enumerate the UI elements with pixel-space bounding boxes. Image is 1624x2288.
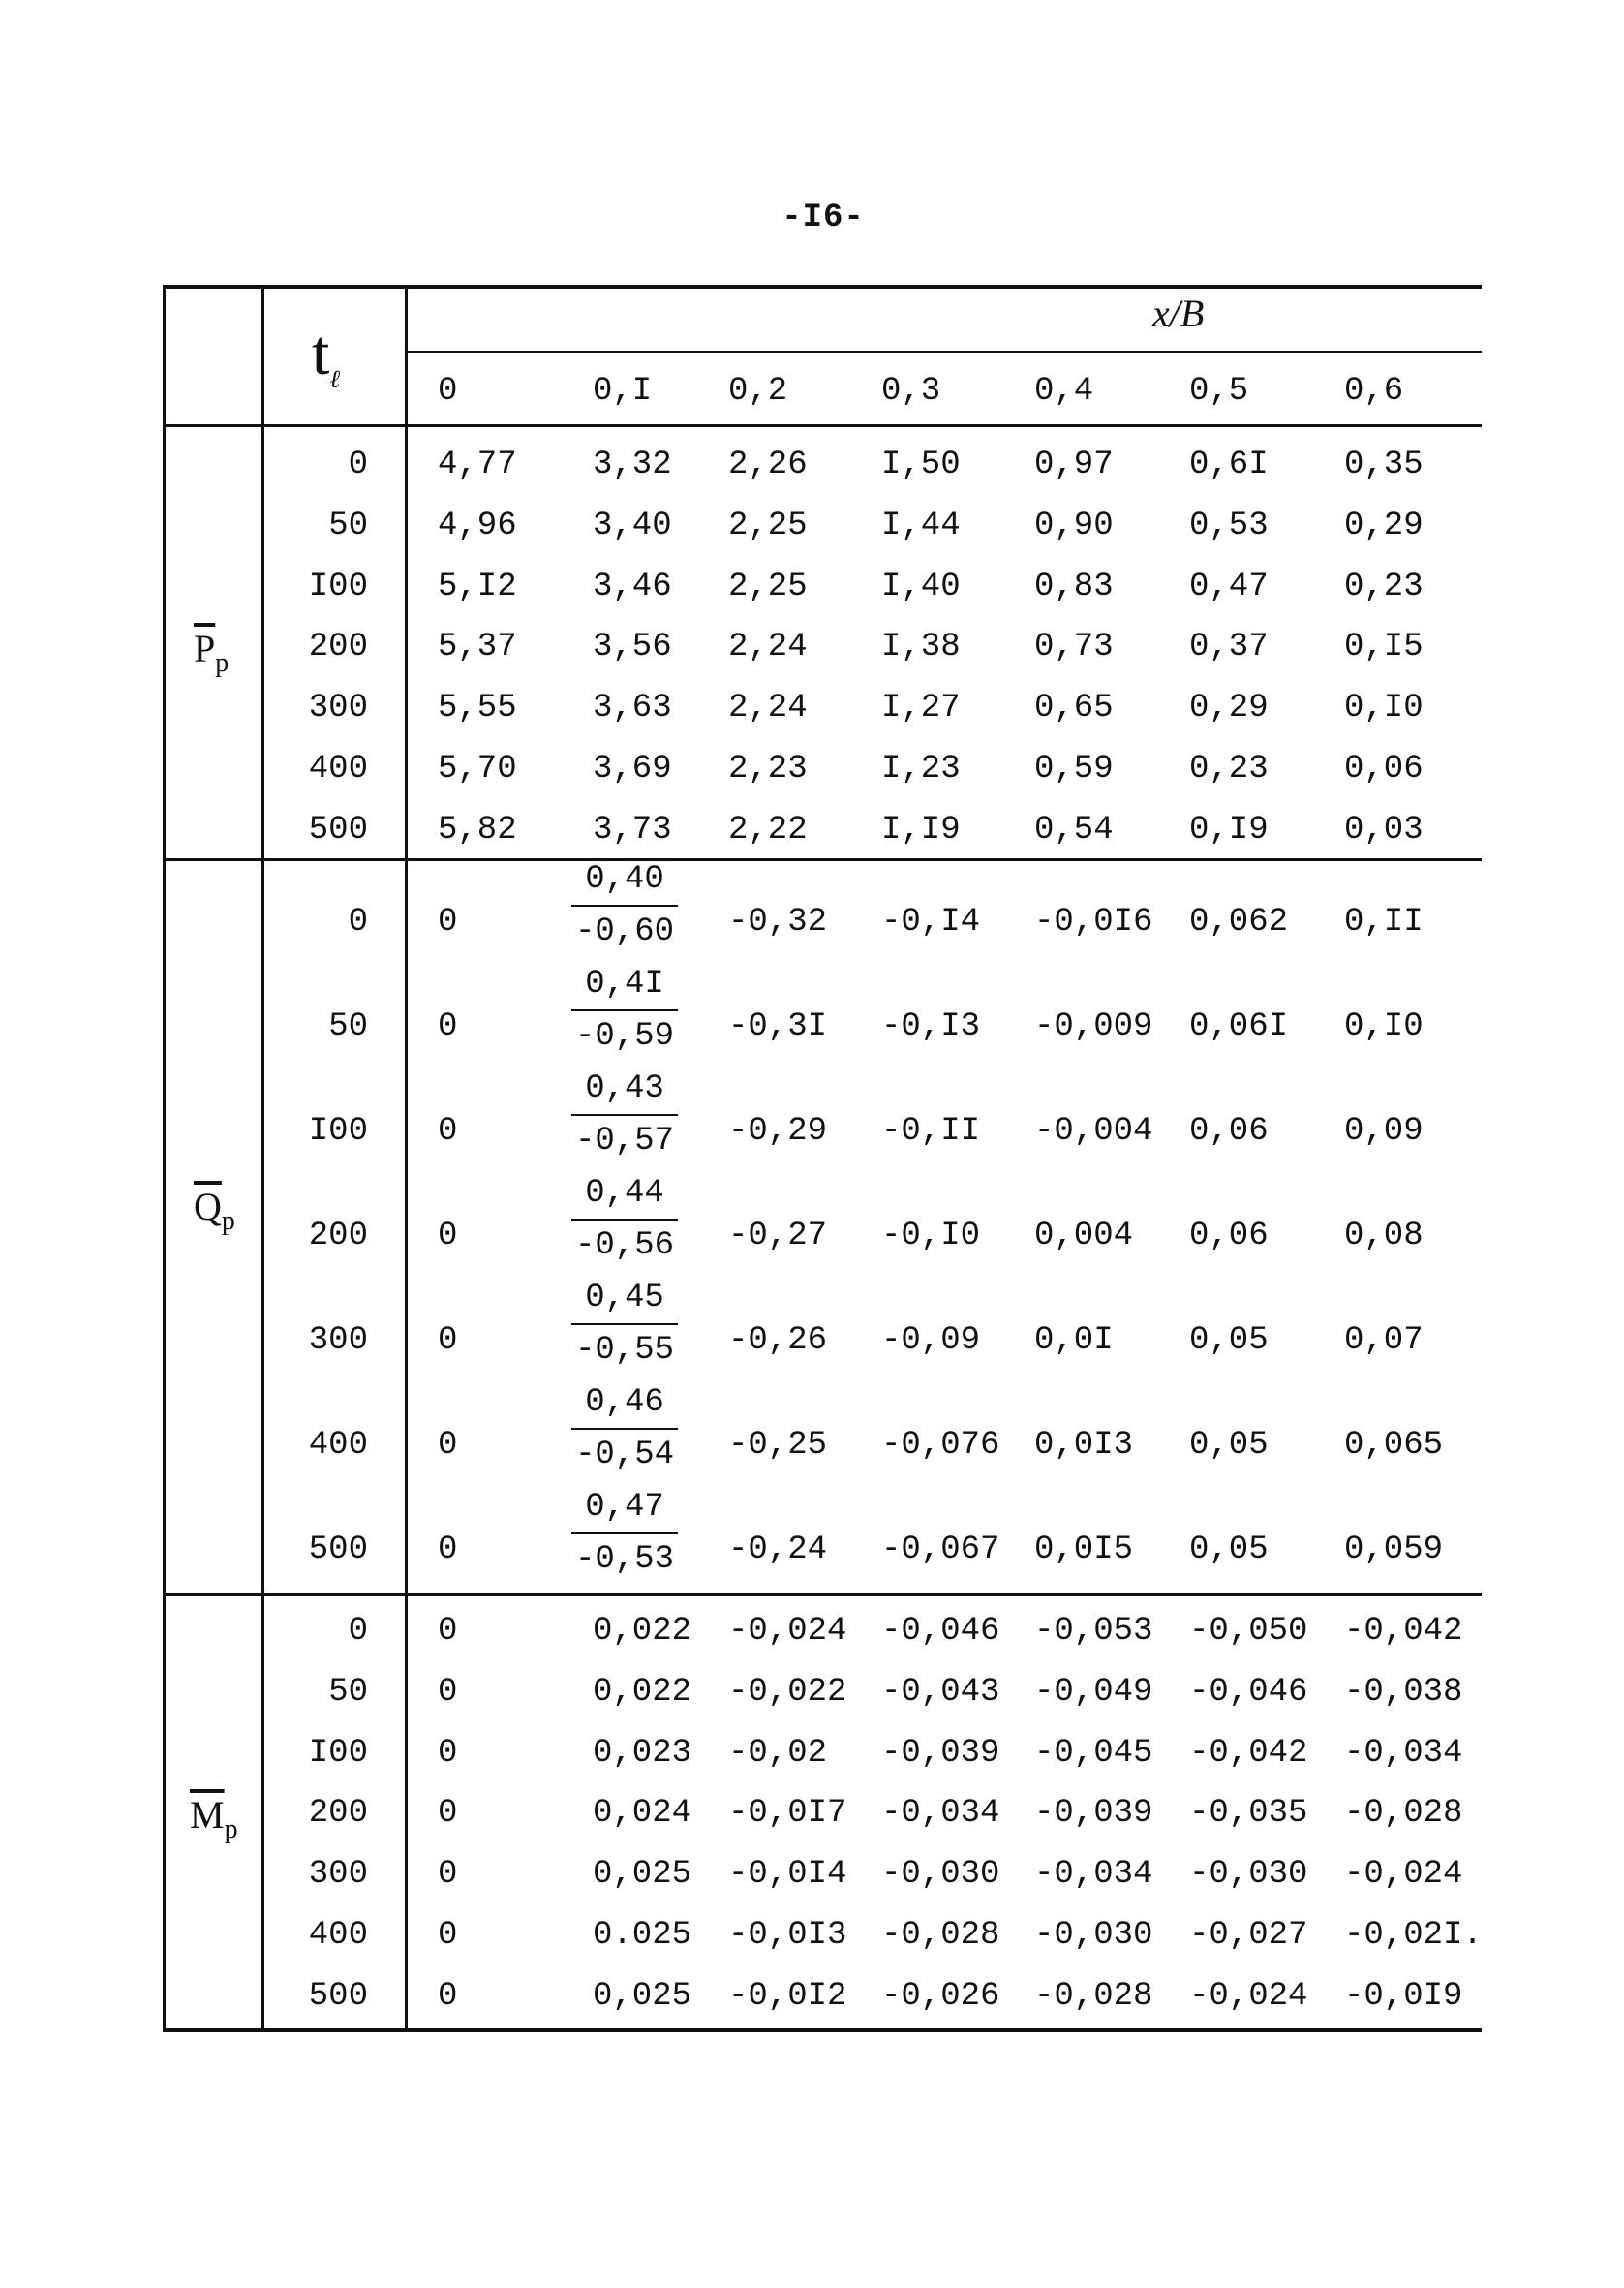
fraction-cell bbox=[571, 860, 678, 951]
t-value-cell: 500 bbox=[308, 1531, 368, 1568]
table-cell: -0,039 bbox=[1034, 1795, 1153, 1833]
t-label: t bbox=[312, 318, 330, 388]
table-cell: -0,0I7 bbox=[728, 1795, 847, 1833]
table-cell: 0,73 bbox=[1034, 629, 1114, 666]
table-cell: 0,54 bbox=[1034, 811, 1114, 849]
table-cell: -0,02 bbox=[728, 1734, 828, 1772]
group-label-p-symbol: $\overline{P}$ bbox=[194, 627, 216, 670]
fraction-numerator: 0,40 bbox=[585, 861, 664, 898]
table-cell: -0,027 bbox=[1189, 1917, 1308, 1954]
table-cell: 2,24 bbox=[728, 629, 808, 666]
table-cell: 0,I9 bbox=[1189, 811, 1269, 849]
t-value-cell: 0 bbox=[348, 1613, 368, 1650]
table-cell: -0,046 bbox=[881, 1613, 1000, 1650]
table-bottom-rule bbox=[163, 2028, 1482, 2032]
table-cell: -0,028 bbox=[1034, 1977, 1153, 2015]
table-cell: -0,067 bbox=[881, 1531, 1000, 1568]
table-cell: -0,049 bbox=[1034, 1673, 1153, 1711]
t-value-cell: 50 bbox=[328, 507, 368, 544]
table-cell: 0 bbox=[438, 1113, 458, 1150]
table-cell: -0,042 bbox=[1344, 1613, 1463, 1650]
table-cell: I,40 bbox=[881, 568, 961, 605]
table-cell: -0,050 bbox=[1189, 1613, 1308, 1650]
table-cell: 0,08 bbox=[1344, 1218, 1424, 1254]
table-cell: 0 bbox=[438, 1856, 458, 1894]
table-cell: 0,29 bbox=[1344, 507, 1424, 544]
table-cell: I,50 bbox=[881, 447, 961, 483]
table-cell: 0,09 bbox=[1344, 1113, 1424, 1150]
table-cell: -0,004 bbox=[1034, 1113, 1153, 1150]
table-cell: -0,I4 bbox=[881, 904, 981, 941]
table-cell: 5,82 bbox=[438, 811, 517, 849]
table-cell: 0,I0 bbox=[1344, 1008, 1424, 1045]
fraction-numerator: 0,43 bbox=[585, 1070, 664, 1107]
fraction-bar bbox=[571, 905, 678, 907]
t-value-cell: 50 bbox=[328, 1673, 368, 1711]
table-cell: 0,022 bbox=[593, 1613, 692, 1650]
fraction-numerator: 0,44 bbox=[585, 1175, 664, 1212]
group1-bottom-rule bbox=[163, 858, 1482, 861]
table-cell: 0,05 bbox=[1189, 1427, 1269, 1464]
table-cell: -0,030 bbox=[881, 1856, 1000, 1894]
t-value-cell: 500 bbox=[308, 1977, 368, 2015]
fraction-numerator: 0,45 bbox=[585, 1280, 664, 1316]
table-cell: I,27 bbox=[881, 690, 961, 727]
table-cell: -0,24 bbox=[728, 1531, 828, 1568]
header-inner-rule bbox=[407, 351, 1482, 353]
fraction-bar bbox=[571, 1114, 678, 1116]
table-cell: -0,043 bbox=[881, 1673, 1000, 1711]
group-label-m-subscript: p bbox=[224, 1814, 238, 1844]
table-cell: 2,26 bbox=[728, 447, 808, 483]
table-cell: 3,73 bbox=[593, 811, 672, 849]
fraction-denominator: -0,59 bbox=[574, 1018, 675, 1055]
table-cell: -0,024 bbox=[1344, 1856, 1463, 1894]
table-cell: -0,045 bbox=[1034, 1734, 1153, 1772]
t-value-cell: 50 bbox=[328, 1008, 368, 1045]
table-cell: 0 bbox=[438, 1427, 458, 1464]
table-cell: 0,05 bbox=[1189, 1322, 1269, 1359]
fraction-cell bbox=[571, 1174, 678, 1265]
t-column-divider bbox=[405, 285, 408, 2032]
fraction-cell bbox=[571, 1488, 678, 1579]
fraction-cell bbox=[571, 965, 678, 1056]
table-cell: -0,030 bbox=[1034, 1917, 1153, 1954]
x-over-b-header: x/B bbox=[1152, 292, 1205, 335]
table-cell: 0 bbox=[438, 1977, 458, 2015]
table-cell: -0,053 bbox=[1034, 1613, 1153, 1650]
table-cell: 0,07 bbox=[1344, 1322, 1424, 1359]
table-cell: -0,27 bbox=[728, 1218, 828, 1254]
table-cell: 0,59 bbox=[1034, 751, 1114, 788]
table-cell: 0,37 bbox=[1189, 629, 1269, 666]
table-cell: 0,23 bbox=[1344, 568, 1424, 605]
table-cell: -0,0I2 bbox=[728, 1977, 847, 2015]
table-cell: 0,47 bbox=[1189, 568, 1269, 605]
table-cell: 3,32 bbox=[593, 447, 672, 483]
table-cell: 4,77 bbox=[438, 447, 517, 483]
table-cell: 0 bbox=[438, 1673, 458, 1711]
group-label-q-symbol: $\overline{Q}$ bbox=[194, 1185, 222, 1228]
t-value-cell: 300 bbox=[308, 690, 368, 727]
table-cell: -0,3I bbox=[728, 1008, 828, 1045]
t-value-cell: I00 bbox=[308, 568, 368, 605]
t-column-header bbox=[312, 318, 341, 412]
table-cell: 0,II bbox=[1344, 904, 1424, 941]
table-cell: I,23 bbox=[881, 751, 961, 788]
fraction-denominator: -0,57 bbox=[574, 1123, 675, 1159]
table-cell: -0,32 bbox=[728, 904, 828, 941]
table-cell: 3,56 bbox=[593, 629, 672, 666]
table-cell: 0,065 bbox=[1344, 1427, 1444, 1464]
table-cell: -0,09 bbox=[881, 1322, 981, 1359]
table-cell: -0,I3 bbox=[881, 1008, 981, 1045]
column-header-6: 0,6 bbox=[1344, 373, 1404, 410]
table-cell: -0,II bbox=[881, 1113, 981, 1150]
table-cell: 0,83 bbox=[1034, 568, 1114, 605]
table-cell: -0,024 bbox=[728, 1613, 847, 1650]
table-cell: 2,25 bbox=[728, 568, 808, 605]
table-cell: -0,0I6 bbox=[1034, 904, 1153, 941]
table-cell: 0 bbox=[438, 904, 458, 941]
table-cell: 0,29 bbox=[1189, 690, 1269, 727]
table-cell: 0 bbox=[438, 1917, 458, 1954]
group2-bottom-rule bbox=[163, 1593, 1482, 1596]
table-cell: 0,023 bbox=[593, 1734, 692, 1772]
column-header-0: 0 bbox=[438, 373, 458, 410]
table-cell: I,I9 bbox=[881, 811, 961, 849]
fraction-denominator: -0,54 bbox=[574, 1437, 675, 1473]
table-cell: 0,6I bbox=[1189, 447, 1269, 483]
t-value-cell: 200 bbox=[308, 1218, 368, 1254]
table-cell: -0,042 bbox=[1189, 1734, 1308, 1772]
table-cell: 3,40 bbox=[593, 507, 672, 544]
table-cell: 0 bbox=[438, 1531, 458, 1568]
fraction-cell bbox=[571, 1383, 678, 1474]
table-cell: 2,23 bbox=[728, 751, 808, 788]
table-cell: 0,025 bbox=[593, 1977, 692, 2015]
table-cell: 3,63 bbox=[593, 690, 672, 727]
t-value-cell: 200 bbox=[308, 629, 368, 666]
t-value-cell: 400 bbox=[308, 1917, 368, 1954]
t-value-cell: I00 bbox=[308, 1734, 368, 1772]
fraction-denominator: -0,55 bbox=[574, 1332, 675, 1369]
table-cell: -0,034 bbox=[881, 1795, 1000, 1833]
table-cell: 0,I5 bbox=[1344, 629, 1424, 666]
table-cell: 0,0I5 bbox=[1034, 1531, 1134, 1568]
t-value-cell: I00 bbox=[308, 1113, 368, 1150]
table-cell: -0,034 bbox=[1344, 1734, 1463, 1772]
table-cell: 2,22 bbox=[728, 811, 808, 849]
table-cell: 0 bbox=[438, 1613, 458, 1650]
table-cell: 0,90 bbox=[1034, 507, 1114, 544]
table-cell: 0 bbox=[438, 1008, 458, 1045]
table-cell: -0,29 bbox=[728, 1113, 828, 1150]
table-cell: 2,24 bbox=[728, 690, 808, 727]
fraction-numerator: 0,46 bbox=[585, 1384, 664, 1421]
table-cell: 0,23 bbox=[1189, 751, 1269, 788]
table-cell: -0,026 bbox=[881, 1977, 1000, 2015]
table-cell: -0,009 bbox=[1034, 1008, 1153, 1045]
t-value-cell: 0 bbox=[348, 904, 368, 941]
table-cell: -0,024 bbox=[1189, 1977, 1308, 2015]
table-cell: 0 bbox=[438, 1795, 458, 1833]
table-cell: 3,69 bbox=[593, 751, 672, 788]
fraction-cell bbox=[571, 1069, 678, 1160]
table-cell: -0,028 bbox=[881, 1917, 1000, 1954]
table-cell: 5,55 bbox=[438, 690, 517, 727]
table-cell: -0,I0 bbox=[881, 1218, 981, 1254]
fraction-cell bbox=[571, 1279, 678, 1370]
table-cell: 0,062 bbox=[1189, 904, 1289, 941]
t-value-cell: 0 bbox=[348, 447, 368, 483]
column-header-2: 0,2 bbox=[728, 373, 788, 410]
table-cell: -0,0I4 bbox=[728, 1856, 847, 1894]
t-value-cell: 200 bbox=[308, 1795, 368, 1833]
table-cell: 5,I2 bbox=[438, 568, 517, 605]
table-cell: -0,030 bbox=[1189, 1856, 1308, 1894]
table-cell: -0,022 bbox=[728, 1673, 847, 1711]
table-top-rule bbox=[163, 285, 1482, 289]
table-cell: -0,028 bbox=[1344, 1795, 1463, 1833]
table-cell: -0,046 bbox=[1189, 1673, 1308, 1711]
table-cell: 0,35 bbox=[1344, 447, 1424, 483]
column-header-5: 0,5 bbox=[1189, 373, 1249, 410]
table-cell: 0,022 bbox=[593, 1673, 692, 1711]
table-cell: -0,038 bbox=[1344, 1673, 1463, 1711]
t-value-cell: 500 bbox=[308, 811, 368, 849]
table-cell: 0,004 bbox=[1034, 1218, 1134, 1254]
table-cell: 2,25 bbox=[728, 507, 808, 544]
table-cell: I,38 bbox=[881, 629, 961, 666]
table-cell: I,44 bbox=[881, 507, 961, 544]
fraction-bar bbox=[571, 1219, 678, 1221]
fraction-denominator: -0,60 bbox=[574, 913, 675, 950]
table-cell: 5,37 bbox=[438, 629, 517, 666]
table-cell: 0.025 bbox=[593, 1917, 692, 1954]
table-cell: 0 bbox=[438, 1218, 458, 1254]
table-cell: 0,53 bbox=[1189, 507, 1269, 544]
table-cell: -0,076 bbox=[881, 1427, 1000, 1464]
column-header-4: 0,4 bbox=[1034, 373, 1094, 410]
table-cell: 0,97 bbox=[1034, 447, 1114, 483]
column-header-1: 0,I bbox=[593, 373, 653, 410]
group-label-m-symbol: $\overline{M}$ bbox=[190, 1793, 225, 1837]
group-label-p-subscript: p bbox=[215, 648, 230, 678]
table-cell: -0,0I9 bbox=[1344, 1977, 1463, 2015]
table-cell: 0,0I3 bbox=[1034, 1427, 1134, 1464]
fraction-bar bbox=[571, 1428, 678, 1430]
table-cell: -0,035 bbox=[1189, 1795, 1308, 1833]
table-cell: 0,024 bbox=[593, 1795, 692, 1833]
table-cell: -0,034 bbox=[1034, 1856, 1153, 1894]
table-cell: 0,03 bbox=[1344, 811, 1424, 849]
table-cell: -0,0I3 bbox=[728, 1917, 847, 1954]
t-value-cell: 400 bbox=[308, 1427, 368, 1464]
table-cell: 0,06 bbox=[1344, 751, 1424, 788]
table-cell: 0,025 bbox=[593, 1856, 692, 1894]
table-cell: 0 bbox=[438, 1322, 458, 1359]
fraction-numerator: 0,4I bbox=[585, 966, 664, 1003]
table-cell: 0,059 bbox=[1344, 1531, 1444, 1568]
table-cell: 0,06 bbox=[1189, 1113, 1269, 1150]
table-cell: 0,06I bbox=[1189, 1008, 1289, 1045]
table-cell: 0,05 bbox=[1189, 1531, 1269, 1568]
table-cell: 3,46 bbox=[593, 568, 672, 605]
t-value-cell: 300 bbox=[308, 1856, 368, 1894]
table-cell: 0,0I bbox=[1034, 1322, 1114, 1359]
table-cell: 4,96 bbox=[438, 507, 517, 544]
table-cell: -0,26 bbox=[728, 1322, 828, 1359]
group-label-q-subscript: p bbox=[221, 1206, 235, 1236]
table-cell: -0,25 bbox=[728, 1427, 828, 1464]
fraction-denominator: -0,56 bbox=[574, 1227, 675, 1264]
table-cell: -0,039 bbox=[881, 1734, 1000, 1772]
t-value-cell: 400 bbox=[308, 751, 368, 788]
page-number: -I6- bbox=[781, 200, 865, 236]
table-cell: -0,02I. bbox=[1344, 1917, 1483, 1954]
fraction-numerator: 0,47 bbox=[585, 1489, 664, 1526]
fraction-denominator: -0,53 bbox=[574, 1541, 675, 1578]
t-value-cell: 300 bbox=[308, 1322, 368, 1359]
fraction-bar bbox=[571, 1532, 678, 1534]
table-cell: 0,I0 bbox=[1344, 690, 1424, 727]
fraction-bar bbox=[571, 1323, 678, 1325]
header-bottom-rule bbox=[163, 424, 1482, 427]
table-cell: 0,06 bbox=[1189, 1218, 1269, 1254]
table-cell: 0 bbox=[438, 1734, 458, 1772]
table-cell: 5,70 bbox=[438, 751, 517, 788]
column-header-3: 0,3 bbox=[881, 373, 941, 410]
t-subscript: ℓ bbox=[329, 365, 341, 394]
table-cell: 0,65 bbox=[1034, 690, 1114, 727]
fraction-bar bbox=[571, 1009, 678, 1011]
